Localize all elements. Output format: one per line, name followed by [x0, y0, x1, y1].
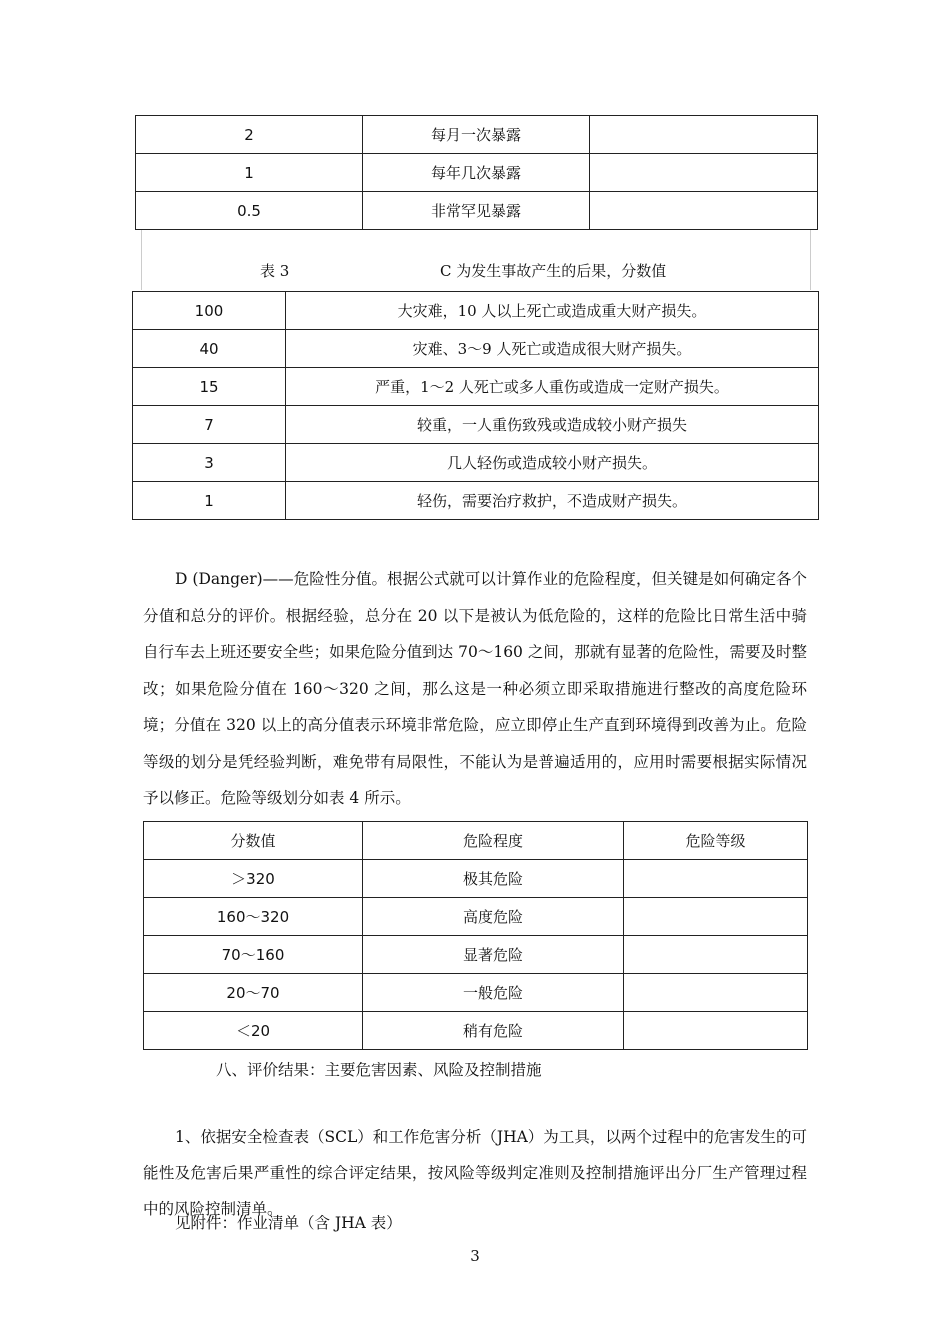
consequence-desc: 严重，1～2 人死亡或多人重伤或造成一定财产损失。 — [286, 368, 819, 406]
danger-level-table — [143, 821, 808, 1050]
table-row — [144, 898, 808, 936]
table-header-row — [144, 822, 808, 860]
table3-title: C 为发生事故产生的后果，分数值 — [440, 262, 667, 280]
danger-score: 160～320 — [144, 898, 363, 936]
table-row — [144, 974, 808, 1012]
exposure-extra — [590, 154, 818, 192]
consequence-desc: 几人轻伤或造成较小财产损失。 — [286, 444, 819, 482]
danger-degree: 一般危险 — [363, 974, 624, 1012]
table3-label: 表 3 — [260, 262, 290, 280]
consequence-desc: 灾难、3～9 人死亡或造成很大财产损失。 — [286, 330, 819, 368]
consequence-score: 7 — [133, 406, 286, 444]
section8-paragraph: 1、依据安全检查表（SCL）和工作危害分析（JHA）为工具，以两个过程中的危害发生的可能性及危害后果严重性的综合评定结果，按风险等级判定准则及控制措施评出分厂生产管理过程中的风险控制清单。 — [143, 1128, 807, 1218]
exposure-table — [135, 115, 818, 230]
exposure-extra — [590, 192, 818, 230]
consequence-table — [132, 291, 819, 520]
consequence-score: 15 — [133, 368, 286, 406]
table-row — [136, 192, 818, 230]
danger-degree: 显著危险 — [363, 936, 624, 974]
table-row — [144, 860, 808, 898]
table-row — [133, 292, 819, 330]
table-row — [133, 368, 819, 406]
danger-degree: 极其危险 — [363, 860, 624, 898]
exposure-score: 0.5 — [136, 192, 363, 230]
consequence-score: 40 — [133, 330, 286, 368]
danger-score: ＜20 — [144, 1012, 363, 1050]
danger-score: 20～70 — [144, 974, 363, 1012]
table-row — [133, 406, 819, 444]
consequence-score: 3 — [133, 444, 286, 482]
consequence-desc: 轻伤，需要治疗救护，不造成财产损失。 — [286, 482, 819, 520]
consequence-desc: 大灾难，10 人以上死亡或造成重大财产损失。 — [286, 292, 819, 330]
exposure-desc: 每年几次暴露 — [363, 154, 590, 192]
column-header: 危险等级 — [624, 822, 808, 860]
exposure-score: 2 — [136, 116, 363, 154]
danger-level — [624, 936, 808, 974]
danger-level — [624, 860, 808, 898]
danger-score: ＞320 — [144, 860, 363, 898]
table-row — [144, 936, 808, 974]
column-header: 危险程度 — [363, 822, 624, 860]
danger-degree: 稍有危险 — [363, 1012, 624, 1050]
table-row — [144, 1012, 808, 1050]
table-row — [133, 482, 819, 520]
exposure-score: 1 — [136, 154, 363, 192]
page-number: 3 — [470, 1247, 480, 1265]
column-header: 分数值 — [144, 822, 363, 860]
danger-degree: 高度危险 — [363, 898, 624, 936]
consequence-desc: 较重，一人重伤致残或造成较小财产损失 — [286, 406, 819, 444]
consequence-score: 100 — [133, 292, 286, 330]
table-row — [136, 116, 818, 154]
table-row — [133, 444, 819, 482]
danger-paragraph: D (Danger)——危险性分值。根据公式就可以计算作业的危险程度，但关键是如何确定各个分值和总分的评价。根据经验，总分在 20 以下是被认为低危险的，这样的危险比日常生活中骑自行车去上班还要安全些；如果危险分值到达 70～160 之间，那就有显著的危险性，需要及时整改；如果危险分值在 160～320 之间，那么这是一种必须立即采取措施进行整改的高度危险环境；分值在 320 以上的高分值表示环境非常危险，应立即停止生产直到环境得到改善为止。危险等级的划分是凭经验判断，难免带有局限性，不能认为是普遍适用的，应用时需要根据实际情况予以修正。危险等级划分如表 4 所示。 — [143, 570, 807, 807]
danger-level — [624, 1012, 808, 1050]
danger-level — [624, 974, 808, 1012]
danger-score: 70～160 — [144, 936, 363, 974]
table3-caption — [141, 230, 811, 290]
exposure-desc: 非常罕见暴露 — [363, 192, 590, 230]
table-row — [133, 330, 819, 368]
exposure-extra — [590, 116, 818, 154]
consequence-score: 1 — [133, 482, 286, 520]
section8-heading: 八、评价结果：主要危害因素、风险及控制措施 — [216, 1061, 542, 1079]
table-row — [136, 154, 818, 192]
attachment-line: 见附件：作业清单（含 JHA 表） — [175, 1214, 402, 1232]
exposure-desc: 每月一次暴露 — [363, 116, 590, 154]
danger-level — [624, 898, 808, 936]
